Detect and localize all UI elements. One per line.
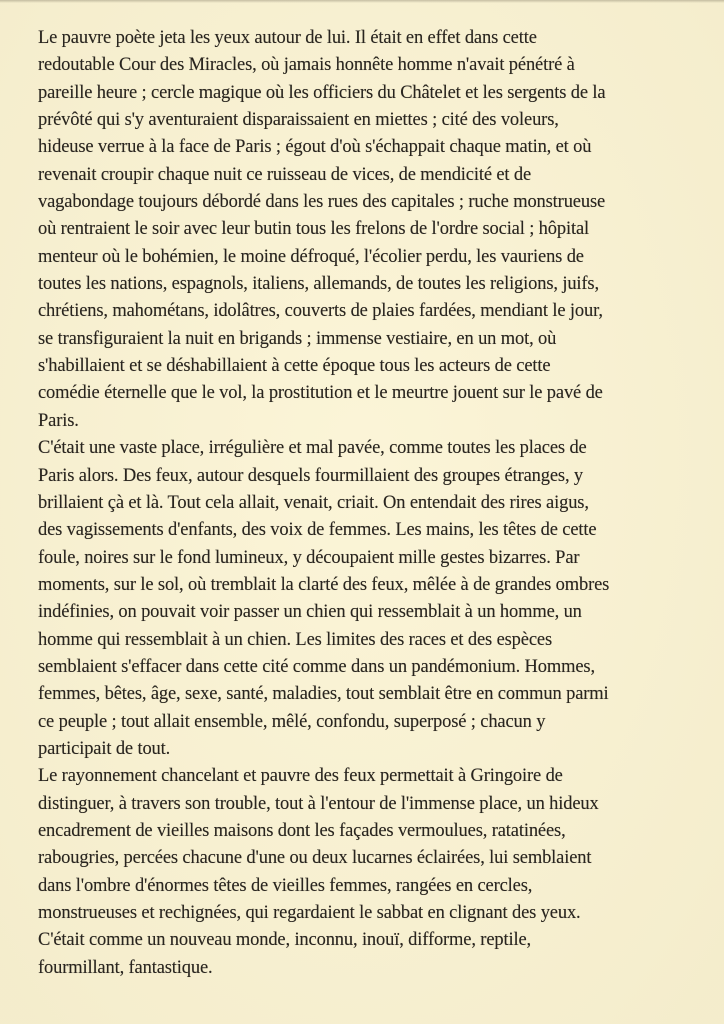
text-line: fourmillant, fantastique. xyxy=(38,957,213,978)
text-line: encadrement de vieilles maisons dont les façades vermoulues, ratatinées, xyxy=(38,820,566,841)
text-line: foule, noires sur le fond lumineux, y découpaient mille gestes bizarres. Par xyxy=(38,547,580,568)
text-line: Paris alors. Des feux, autour desquels fourmillaient des groupes étranges, y xyxy=(38,465,584,486)
text-line: pareille heure ; cercle magique où les officiers du Châtelet et les sergents de la xyxy=(38,82,606,103)
text-line: se transfiguraient la nuit en brigands ; immense vestiaire, en un mot, où xyxy=(38,328,557,349)
text-line: moments, sur le sol, où tremblait la clarté des feux, mêlée à de grandes ombres xyxy=(38,574,610,595)
text-line: femmes, bêtes, âge, sexe, santé, maladies, tout semblait être en commun parmi xyxy=(38,684,609,705)
text-line: s'habillaient et se déshabillaient à cette époque tous les acteurs de cette xyxy=(38,356,551,377)
text-line: redoutable Cour des Miracles, où jamais honnête homme n'avait pénétré à xyxy=(38,55,575,76)
text-line: C'était une vaste place, irrégulière et mal pavée, comme toutes les places de xyxy=(38,438,587,459)
paragraph xyxy=(38,763,700,982)
text-line: Paris. xyxy=(38,410,79,431)
text-line: revenait croupir chaque nuit ce ruisseau de vices, de mendicité et de xyxy=(38,164,532,185)
text-line: hideuse verrue à la face de Paris ; égout d'où s'échappait chaque matin, et où xyxy=(38,137,592,158)
text-line: prévôté qui s'y aventuraient disparaissaient en miettes ; cité des voleurs, xyxy=(38,110,559,131)
text-line: semblaient s'effacer dans cette cité comme dans un pandémonium. Hommes, xyxy=(38,656,595,677)
text-line: distinguer, à travers son trouble, tout à l'entour de l'immense place, un hideux xyxy=(38,793,599,814)
text-line: monstrueuses et rechignées, qui regardaient le sabbat en clignant des yeux. xyxy=(38,903,581,923)
text-line: Le pauvre poète jeta les yeux autour de lui. Il était en effet dans cette xyxy=(38,28,537,48)
text-line: homme qui ressemblait à un chien. Les limites des races et des espèces xyxy=(38,629,553,650)
paragraph xyxy=(38,435,700,763)
text-line: comédie éternelle que le vol, la prostitution et le meurtre jouent sur le pavé de xyxy=(38,383,603,404)
paragraph xyxy=(38,25,700,435)
text-line: C'était comme un nouveau monde, inconnu, inouï, difforme, reptile, xyxy=(38,930,531,951)
text-line: des vagissements d'enfants, des voix de femmes. Les mains, les têtes de cette xyxy=(38,520,597,541)
text-line: dans l'ombre d'énormes têtes de vieilles femmes, rangées en cercles, xyxy=(38,875,533,896)
text-line: Le rayonnement chancelant et pauvre des feux permettait à Gringoire de xyxy=(38,766,563,787)
text-line: indéfinies, on pouvait voir passer un chien qui ressemblait à un homme, un xyxy=(38,602,582,623)
text-line: rabougries, percées chacune d'une ou deux lucarnes éclairées, lui semblaient xyxy=(38,848,592,869)
text-line: brillaient çà et là. Tout cela allait, venait, criait. On entendait des rires aigus, xyxy=(38,492,589,513)
text-line: participait de tout. xyxy=(38,738,171,759)
text-line: vagabondage toujours débordé dans les rues des capitales ; ruche monstrueuse xyxy=(38,192,606,213)
text-line: où rentraient le soir avec leur butin tous les frelons de l'ordre social ; hôpital xyxy=(38,219,590,240)
text-line: chrétiens, mahométans, idolâtres, couverts de plaies fardées, mendiant le jour, xyxy=(38,301,603,322)
text-line: toutes les nations, espagnols, italiens, allemands, de toutes les religions, juifs, xyxy=(38,274,599,295)
text-line: menteur où le bohémien, le moine défroqué, l'écolier perdu, les vauriens de xyxy=(38,246,584,267)
text-line: ce peuple ; tout allait ensemble, mêlé, confondu, superposé ; chacun y xyxy=(38,711,546,732)
